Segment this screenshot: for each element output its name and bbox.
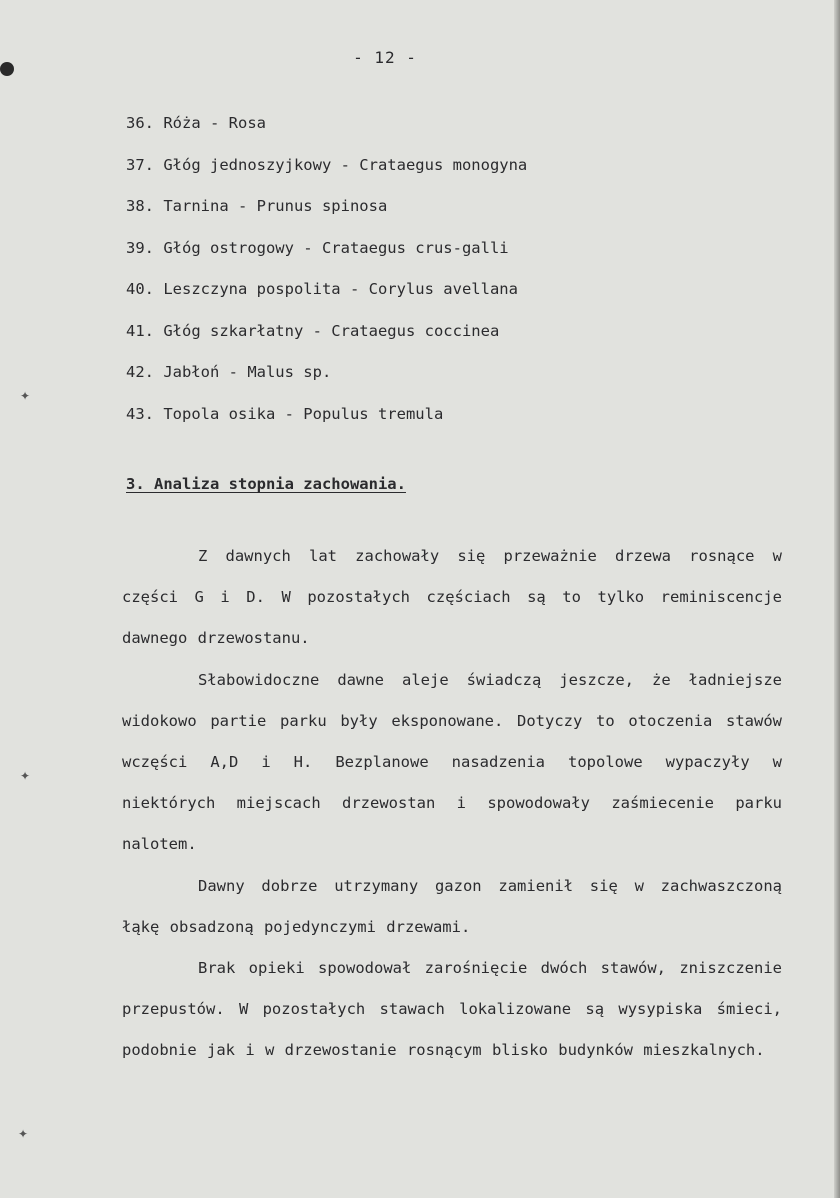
paper-edge-shadow xyxy=(834,0,840,1198)
pin-mark: ✦ xyxy=(20,389,31,403)
paragraph: Z dawnych lat zachowały się przeważnie drzewa rosnące w części G i D. W pozostałych częściach są to tylko reminiscencje dawnego drzewostanu. xyxy=(122,547,782,648)
species-list xyxy=(126,112,527,444)
body-text xyxy=(122,536,782,1072)
paragraph: Słabowidoczne dawne aleje świadczą jeszcze, że ładniejsze widokowo partie parku były eksponowane. Dotyczy to otoczenia stawów wczęści A,D i H. Bezplanowe nasadzenia topolowe wypaczyły w niektórych miejscach drzewostan i spowodowały zaśmiecenie parku nalotem. xyxy=(122,670,782,854)
paragraph: Dawny dobrze utrzymany gazon zamienił się w zachwaszczoną łąkę obsadzoną pojedynczymi drzewami. xyxy=(122,876,782,936)
list-item: 42. Jabłoń - Malus sp. xyxy=(126,363,332,381)
list-item: 39. Głóg ostrogowy - Crataegus crus-galli xyxy=(126,238,509,257)
pin-mark: ✦ xyxy=(18,1127,29,1141)
section-heading: 3. Analiza stopnia zachowania. xyxy=(126,475,406,493)
list-item: 41. Głóg szkarłatny - Crataegus coccinea xyxy=(126,321,500,340)
paragraph: Brak opieki spowodował zarośnięcie dwóch stawów, zniszczenie przepustów. W pozostałych stawach lokalizowane są wysypiska śmieci, podobnie jak i w drzewostanie rosnącym blisko budynków mieszkalnych. xyxy=(122,959,782,1060)
pin-mark: ✦ xyxy=(20,769,31,783)
page-number: - 12 - xyxy=(353,48,417,67)
list-item: 43. Topola osika - Populus tremula xyxy=(126,404,444,423)
list-item: 37. Głóg jednoszyjkowy - Crataegus monogyna xyxy=(126,155,528,174)
list-item: 40. Leszczyna pospolita - Corylus avellana xyxy=(126,280,518,298)
list-item: 38. Tarnina - Prunus spinosa xyxy=(126,197,388,215)
list-item: 36. Róża - Rosa xyxy=(126,114,266,132)
